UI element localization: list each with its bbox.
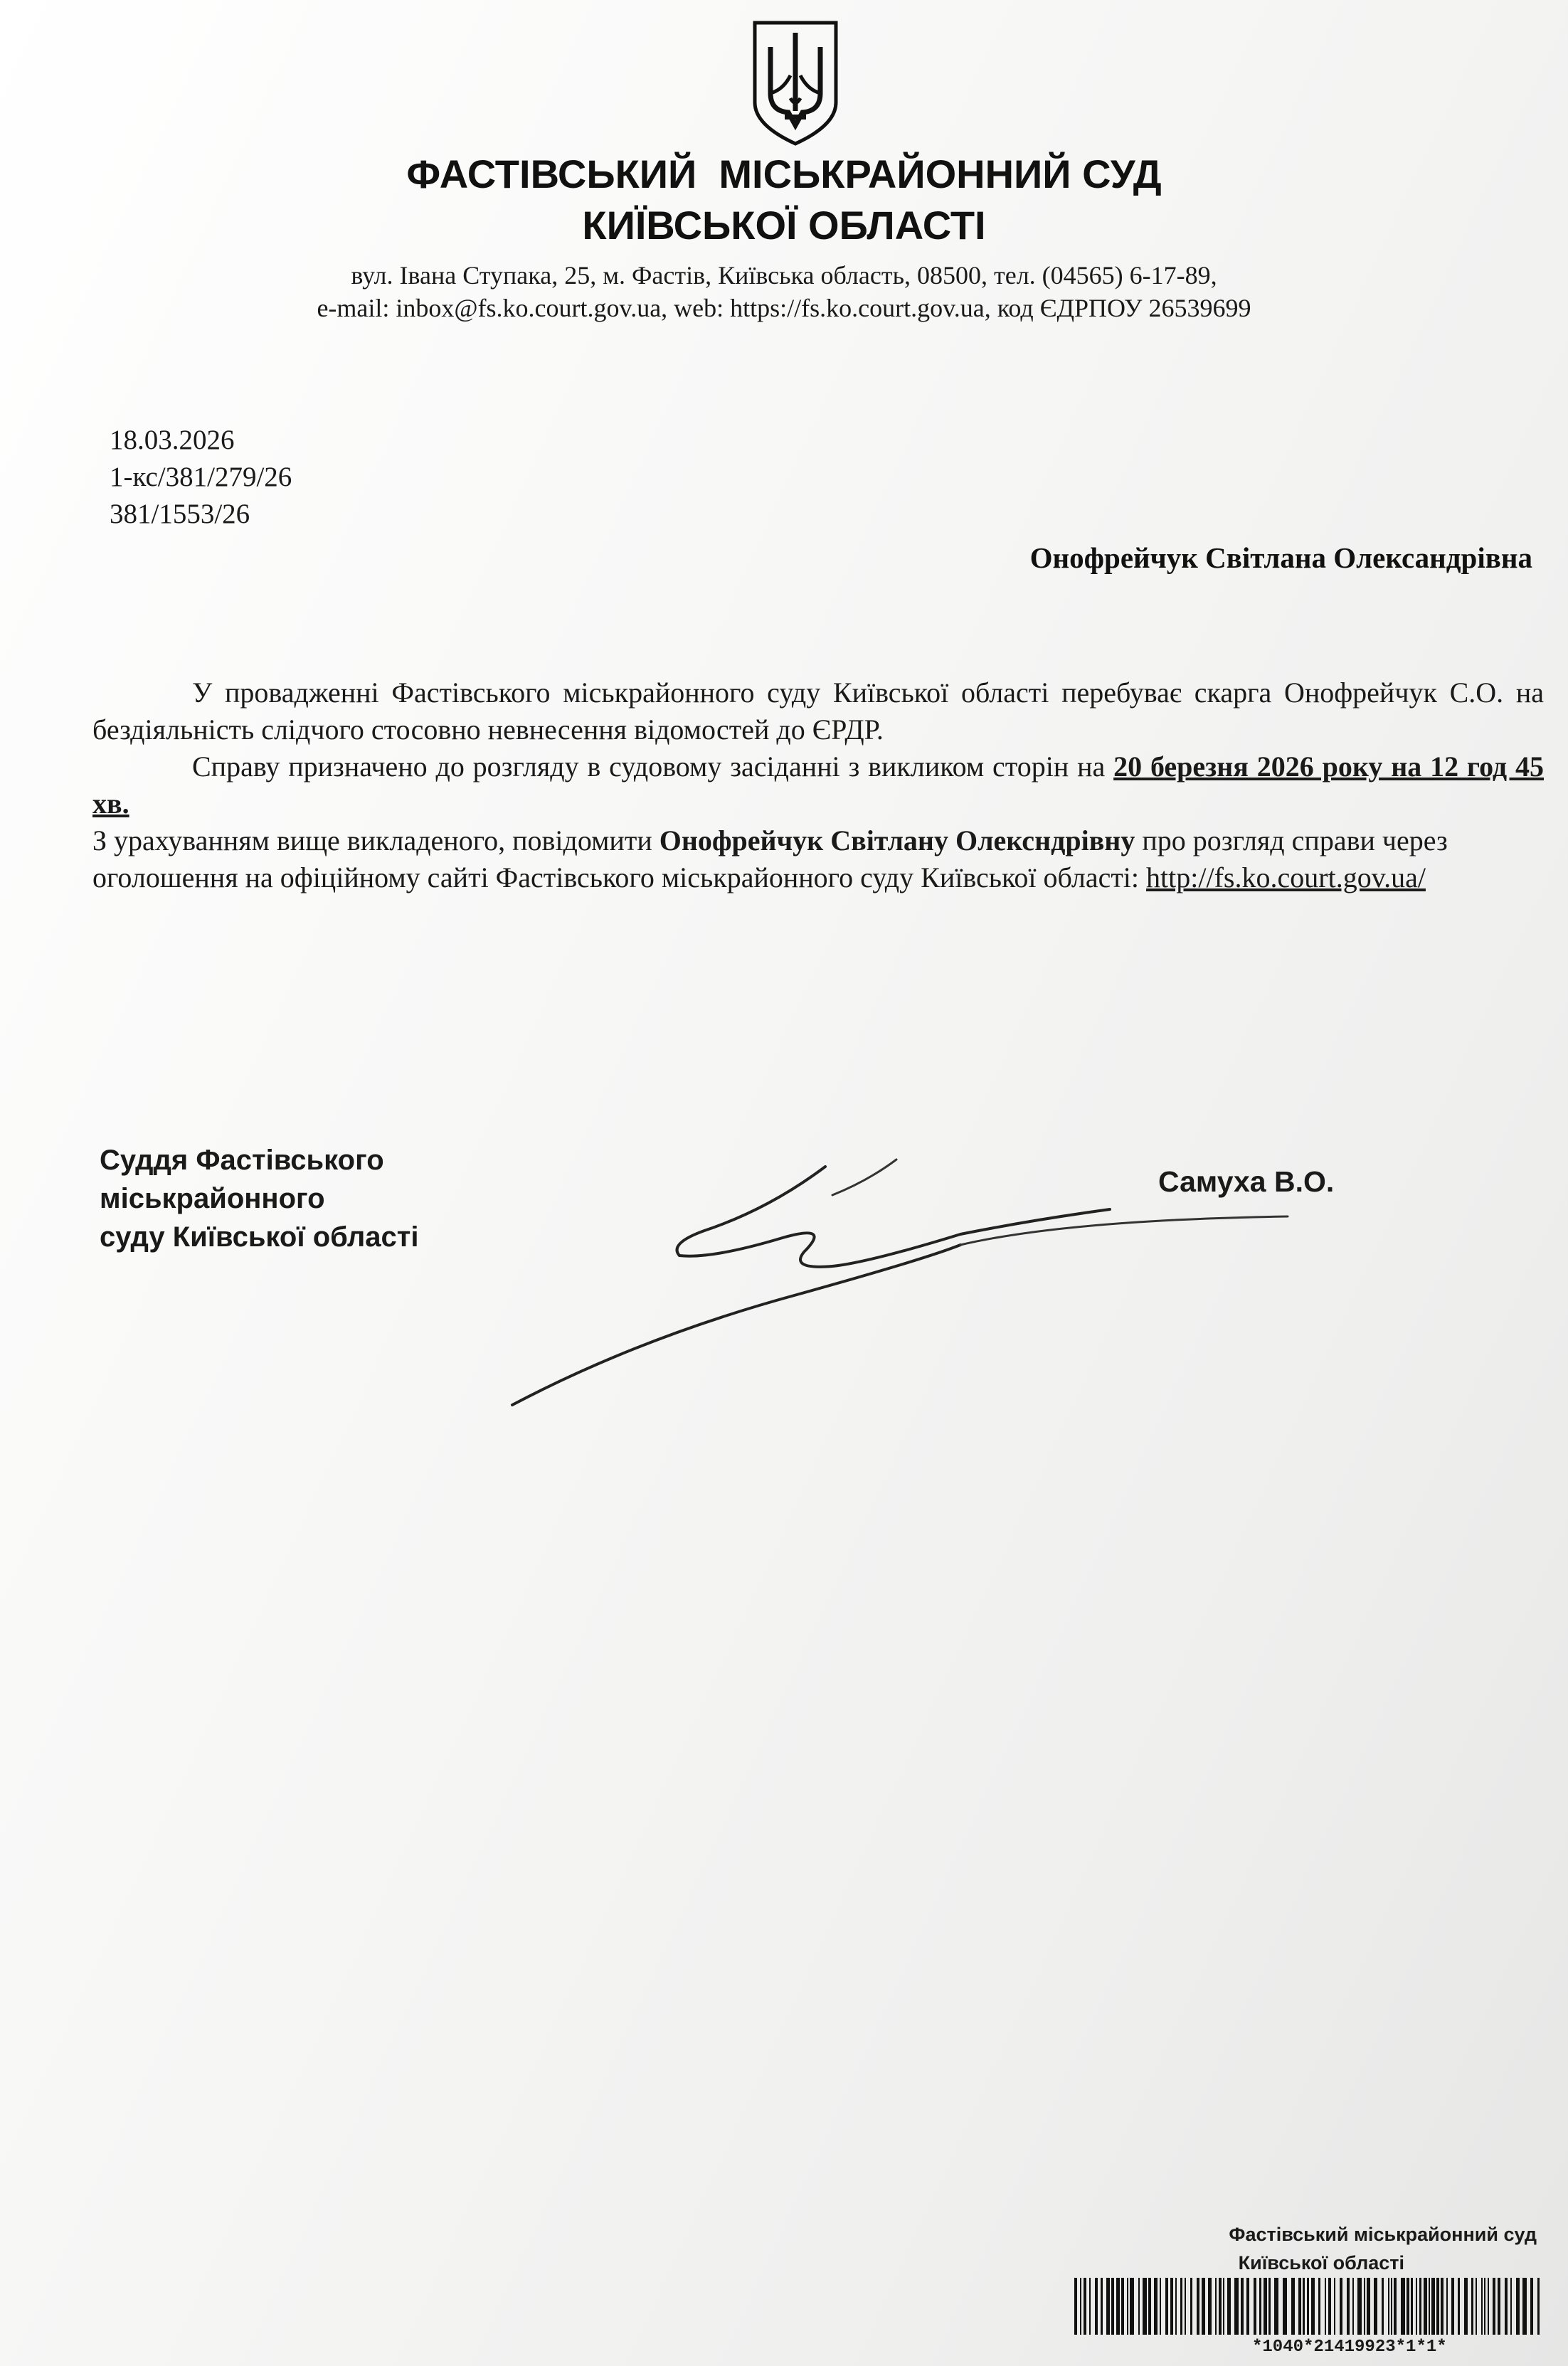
court-website-link[interactable]: http://fs.ko.court.gov.ua/ <box>1146 861 1426 893</box>
court-name-line2: КИЇВСЬКОЇ ОБЛАСТІ <box>582 203 986 248</box>
judge-name: Самуха В.О. <box>1158 1165 1335 1198</box>
paragraph-notice <box>92 822 1544 896</box>
registration-stamp-court: Фастівський міськрайонний суд <box>1229 2224 1537 2245</box>
judge-title-line3: суду Київської області <box>100 1221 419 1253</box>
court-name-line1: ФАСТІВСЬКИЙ МІСЬКРАЙОННИЙ СУД <box>406 152 1162 196</box>
barcode-icon <box>1073 2278 1544 2339</box>
coat-of-arms-icon <box>749 18 842 147</box>
registration-stamp-region: Київської області <box>1238 2252 1404 2274</box>
paragraph-complaint: У провадженні Фастівського міськрайонного суду Київської області перебуває скарга Онофрейчук С.О. на бездіяльність слідчого стосовно невнесення відомостей до ЄРДР. <box>92 677 1544 746</box>
hearing-text: Справу призначено до розгляду в судовому засіданні з викликом сторін на <box>192 750 1114 783</box>
case-number: 1-кс/381/279/26 <box>110 462 292 492</box>
paragraph-hearing <box>92 748 1544 822</box>
judge-title-line2: міськрайонного <box>100 1183 325 1214</box>
barcode-number: *1040*21419923*1*1* <box>1252 2338 1447 2357</box>
letter-body <box>92 674 1544 896</box>
document-date: 18.03.2026 <box>110 425 235 455</box>
court-address: вул. Івана Ступака, 25, м. Фастів, Київська область, 08500, тел. (04565) 6-17-89, <box>351 261 1217 290</box>
proceeding-number: 381/1553/26 <box>110 499 250 529</box>
notice-text: З урахуванням вище викладеного, повідомити <box>92 824 659 856</box>
recipient-name: Онофрейчук Світлана Олександрівна <box>1029 541 1532 574</box>
court-contacts: e-mail: inbox@fs.ko.court.gov.ua, web: https://fs.ko.court.gov.ua, код ЄДРПОУ 26539699 <box>317 294 1251 322</box>
notice-recipient: Онофрейчук Світлану Олексндрівну <box>659 824 1135 856</box>
judge-title-line1: Суддя Фастівського <box>100 1145 384 1176</box>
judge-title <box>100 1141 526 1256</box>
notice-text-cont: про розгляд справи через оголошення на офіційному сайті Фастівського міськрайонного суду Київської області: <box>92 824 1448 893</box>
hearing-datetime: 20 березня 2026 року на 12 год 45 хв. <box>92 750 1545 819</box>
